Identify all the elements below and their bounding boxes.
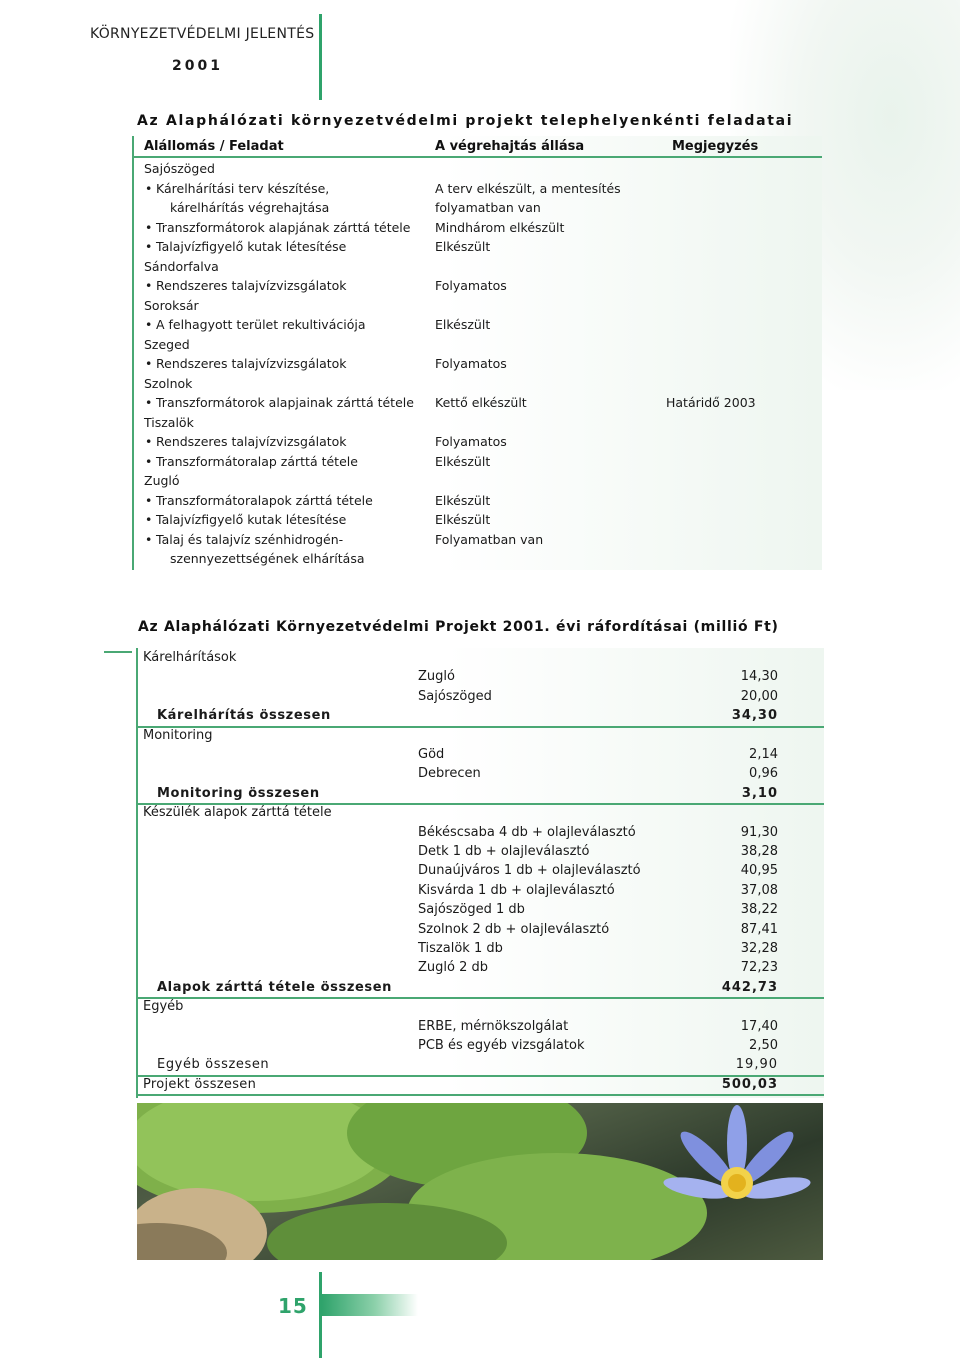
expense-amount: 2,14 bbox=[749, 747, 778, 762]
expense-amount: 38,22 bbox=[740, 902, 778, 918]
location-name: Sándorfalva bbox=[144, 258, 219, 274]
task-row bbox=[134, 237, 822, 257]
task-status: Elkészült bbox=[435, 512, 491, 527]
expense-item-label: Dunaújváros 1 db + olajleválasztó bbox=[418, 863, 641, 879]
subtotal-amount: 3,10 bbox=[741, 785, 778, 801]
expense-item-row bbox=[138, 939, 824, 958]
task-row bbox=[134, 432, 822, 452]
expense-item-row bbox=[138, 920, 824, 939]
expense-category-row bbox=[138, 648, 824, 667]
expense-amount: 17,40 bbox=[740, 1018, 778, 1034]
task-row bbox=[134, 549, 822, 569]
expense-item-row bbox=[138, 823, 824, 842]
expense-item-label: Sajószöged bbox=[418, 688, 492, 704]
expense-item-row bbox=[138, 687, 824, 706]
task-text: • Kárelhárítási terv készítése, bbox=[156, 181, 329, 196]
expense-amount: 38,28 bbox=[740, 844, 778, 859]
task-text: • Transzformátorok alapjának zárttá tétele bbox=[156, 220, 410, 235]
expense-item-label: PCB és egyéb vizsgálatok bbox=[418, 1038, 585, 1053]
expense-category: Egyéb bbox=[143, 999, 184, 1015]
expense-item-label: Sajószöged 1 db bbox=[418, 902, 525, 918]
expense-item-label: Zugló bbox=[418, 669, 455, 685]
task-row bbox=[134, 452, 822, 472]
expense-item-label: ERBE, mérnökszolgálat bbox=[418, 1018, 569, 1034]
expense-subtotal-row bbox=[138, 706, 824, 727]
task-status: Elkészült bbox=[435, 239, 491, 254]
expense-item-row bbox=[138, 900, 824, 919]
location-name: Szolnok bbox=[144, 375, 193, 391]
expense-category-row bbox=[138, 803, 824, 822]
expense-item-label: Tiszalök 1 db bbox=[418, 941, 503, 956]
expense-item-row bbox=[138, 745, 824, 764]
task-status: Kettő elkészült bbox=[435, 395, 527, 410]
expense-item-row bbox=[138, 861, 824, 880]
subtotal-label: Egyéb összesen bbox=[157, 1057, 270, 1073]
expense-category-row bbox=[138, 726, 824, 745]
expense-item-row bbox=[138, 881, 824, 900]
location-name: Sajószöged bbox=[144, 161, 215, 176]
expense-item-row bbox=[138, 958, 824, 977]
task-text: • Transzformátoralap zárttá tétele bbox=[156, 454, 358, 469]
expenses-table bbox=[136, 648, 824, 1098]
location-name: Szeged bbox=[144, 336, 190, 352]
location-group-row bbox=[134, 374, 822, 394]
subtotal-label: Alapok zárttá tétele összesen bbox=[157, 979, 393, 995]
task-text: • A felhagyott terület rekultivációja bbox=[156, 317, 365, 332]
task-status: Elkészült bbox=[435, 453, 491, 469]
report-title: KÖRNYEZETVÉDELMI JELENTÉS bbox=[90, 26, 315, 42]
expense-item-row bbox=[138, 1036, 824, 1055]
expense-amount: 32,28 bbox=[740, 941, 778, 956]
task-status: Folyamatos bbox=[435, 278, 507, 293]
task-status: folyamatban van bbox=[435, 200, 541, 215]
location-name: Tiszalök bbox=[144, 414, 194, 430]
header-substation-task: Alállomás / Feladat bbox=[144, 139, 284, 154]
subtotal-amount: 500,03 bbox=[721, 1076, 778, 1092]
task-row bbox=[134, 510, 822, 530]
location-name: Zugló bbox=[144, 473, 180, 488]
subtotal-amount: 34,30 bbox=[731, 708, 778, 724]
expenses-table-marker bbox=[104, 651, 132, 653]
expense-item-label: Békéscsaba 4 db + olajleválasztó bbox=[418, 824, 636, 840]
task-text: • Talaj és talajvíz szénhidrogén- bbox=[156, 532, 343, 547]
task-row bbox=[134, 354, 822, 374]
task-row bbox=[134, 530, 822, 550]
expense-item-label: Szolnok 2 db + olajleválasztó bbox=[418, 921, 610, 937]
expense-item-label: Kisvárda 1 db + olajleválasztó bbox=[418, 882, 615, 898]
expense-amount: 2,50 bbox=[749, 1038, 778, 1053]
location-group-row bbox=[134, 335, 822, 355]
task-text: • Transzformátoralapok zárttá tétele bbox=[156, 493, 373, 508]
location-group-row bbox=[134, 471, 822, 491]
header-status: A végrehajtás állása bbox=[435, 139, 585, 154]
expense-category: Monitoring bbox=[143, 727, 213, 743]
expense-amount: 40,95 bbox=[740, 863, 778, 879]
expenses-table-title: Az Alaphálózati Környezetvédelmi Projekt 2001. évi ráfordításai (millió Ft) bbox=[138, 619, 779, 635]
expense-item-label: Detk 1 db + olajleválasztó bbox=[418, 844, 590, 859]
task-row bbox=[134, 198, 822, 218]
task-row bbox=[134, 276, 822, 296]
task-text: • Talajvízfigyelő kutak létesítése bbox=[156, 512, 346, 527]
task-remark: Határidő 2003 bbox=[666, 395, 756, 410]
header-remark: Megjegyzés bbox=[672, 139, 759, 154]
task-row bbox=[134, 393, 822, 413]
location-group-row bbox=[134, 296, 822, 316]
header-divider bbox=[319, 14, 322, 100]
task-status: Elkészült bbox=[435, 492, 491, 508]
water-lily-illustration bbox=[137, 1103, 823, 1260]
expense-amount: 37,08 bbox=[740, 882, 778, 898]
task-status: Folyamatos bbox=[435, 356, 507, 371]
subtotal-label: Projekt összesen bbox=[143, 1076, 257, 1092]
task-text: • Rendszeres talajvízvizsgálatok bbox=[156, 356, 347, 371]
task-status: Elkészült bbox=[435, 317, 491, 332]
expense-item-row bbox=[138, 667, 824, 686]
expense-item-label: Zugló 2 db bbox=[418, 960, 489, 976]
task-text: • Rendszeres talajvízvizsgálatok bbox=[156, 278, 347, 293]
report-year: 2001 bbox=[172, 58, 223, 74]
task-status: Folyamatos bbox=[435, 434, 507, 449]
task-text: • Rendszeres talajvízvizsgálatok bbox=[156, 434, 347, 449]
subtotal-amount: 442,73 bbox=[721, 979, 778, 995]
project-total-row bbox=[138, 1075, 824, 1096]
tasks-table-title: Az Alaphálózati környezetvédelmi projekt telephelyenkénti feladatai bbox=[137, 113, 794, 129]
location-name: Soroksár bbox=[144, 297, 199, 313]
subtotal-label: Monitoring összesen bbox=[157, 785, 320, 801]
expense-amount: 14,30 bbox=[740, 669, 778, 685]
page-number: 15 bbox=[278, 1294, 308, 1318]
expense-item-row bbox=[138, 764, 824, 783]
tasks-table bbox=[132, 136, 822, 570]
location-group-row bbox=[134, 257, 822, 277]
expense-category: Kárelhárítások bbox=[143, 650, 237, 665]
expense-amount: 0,96 bbox=[749, 766, 778, 782]
task-row bbox=[134, 315, 822, 335]
location-group-row bbox=[134, 159, 822, 179]
tasks-table-header bbox=[134, 136, 822, 158]
expense-subtotal-row bbox=[138, 978, 824, 999]
task-text: • Talajvízfigyelő kutak létesítése bbox=[156, 239, 346, 254]
expense-category: Készülék alapok zárttá tétele bbox=[143, 805, 332, 821]
task-text: kárelhárítás végrehajtása bbox=[170, 200, 330, 215]
subtotal-amount: 19,90 bbox=[735, 1057, 778, 1073]
expense-amount: 87,41 bbox=[740, 921, 778, 937]
task-status: Mindhárom elkészült bbox=[435, 219, 565, 235]
expense-item-label: Göd bbox=[418, 747, 445, 762]
expense-item-label: Debrecen bbox=[418, 766, 481, 782]
expense-subtotal-row bbox=[138, 1055, 824, 1076]
task-row bbox=[134, 179, 822, 199]
subtotal-label: Kárelhárítás összesen bbox=[157, 708, 331, 724]
expense-item-row bbox=[138, 842, 824, 861]
expense-category-row bbox=[138, 997, 824, 1016]
expense-subtotal-row bbox=[138, 784, 824, 805]
location-group-row bbox=[134, 413, 822, 433]
expense-amount: 72,23 bbox=[740, 960, 778, 976]
task-row bbox=[134, 218, 822, 238]
task-text: szennyezettségének elhárítása bbox=[170, 551, 365, 566]
expense-item-row bbox=[138, 1017, 824, 1036]
task-row bbox=[134, 491, 822, 511]
task-status: Folyamatban van bbox=[435, 531, 544, 547]
expense-amount: 91,30 bbox=[740, 824, 778, 840]
task-status: A terv elkészült, a mentesítés bbox=[435, 180, 621, 196]
expense-amount: 20,00 bbox=[740, 688, 778, 704]
water-lily-photo bbox=[137, 1103, 823, 1260]
footer-gradient-bar bbox=[322, 1294, 418, 1316]
task-text: • Transzformátorok alapjainak zárttá tétele bbox=[156, 395, 414, 410]
